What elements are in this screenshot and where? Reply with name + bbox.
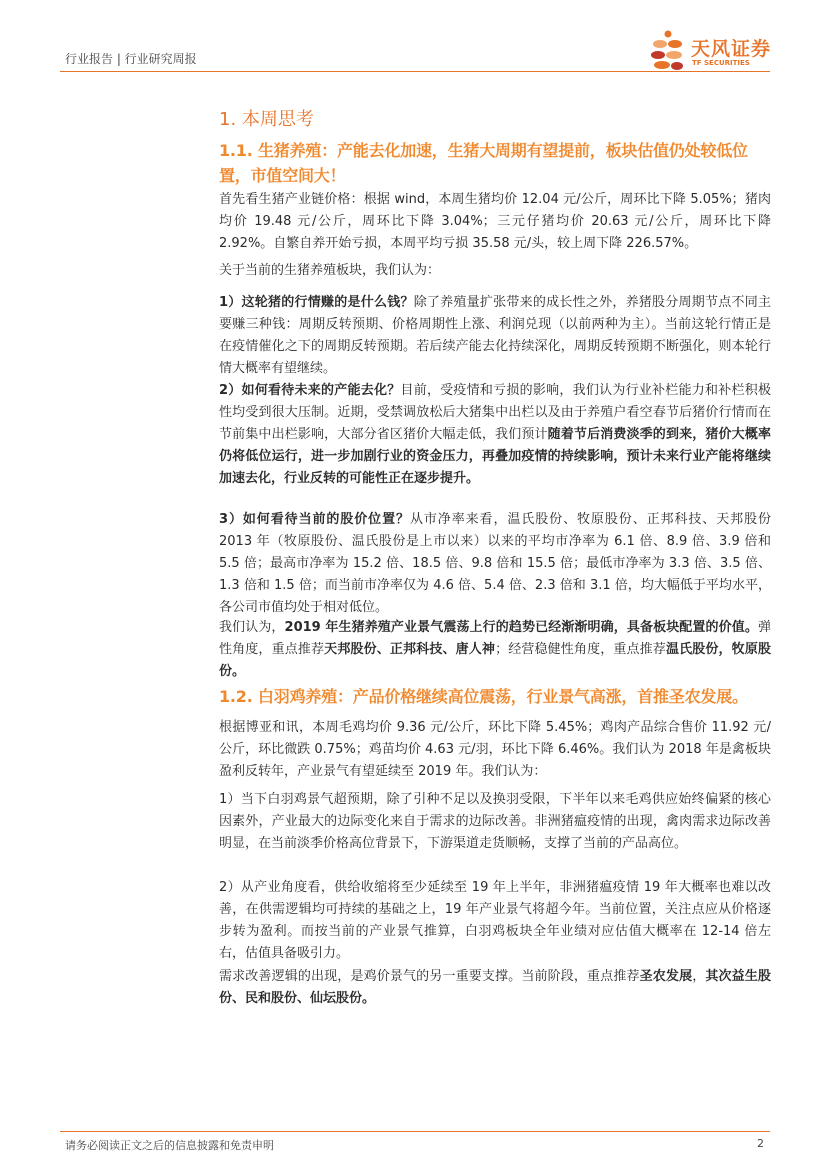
paragraph-q1 [219,292,771,380]
recommend-elastic: 天邦股份、正邦科技、唐人神 [324,642,496,657]
q2-body: 目前，受疫情和亏损的影响，我们认为行业补栏能力和补栏积极性均受到很大压制。近期，受禁调放松后大猪集中出栏以及由于养殖户看空春节后猪价行情而在节前集中出栏影响，大部分省区猪价大幅走低，我们预计 [219,383,771,442]
conclusion-bold: 2019 年生猪养殖产业景气震荡上行的趋势已经渐渐明确，具备板块配置的价值。 [284,620,758,635]
chicken-recommend-lead: 需求改善逻辑的出现，是鸡价景气的另一重要支撑。当前阶段，重点推荐 [219,969,640,984]
chicken-recommend-top: 圣农发展 [639,969,693,984]
subsection-title-hog: 1.1. 生猪养殖：产能去化加速，生猪大周期有望提前，板块估值仍处较低位置，市值空间大！ [219,141,748,185]
footer-divider [60,1131,770,1132]
paragraph-chicken-point1: 1）当下白羽鸡景气超预期，除了引种不足以及换羽受限，下半年以来毛鸡供应始终偏紧的核心因素外，产业最大的边际变化来自于需求的边际改善。非洲猪瘟疫情的出现，禽肉需求边际改善明显，在当前淡季价格高位背景下，下游渠道走货顺畅，支撑了当前的产品高位。 [219,792,771,851]
q3-body: 从市净率来看，温氏股份、牧原股份、正邦科技、天邦股份 2013 年（牧原股份、温氏股份是上市以来）以来的平均市净率为 6.1 倍、8.9 倍、3.9 倍和 5.5 倍；最高市净率为 15.2 倍、18.5 倍、9.8 倍和 15.5 倍；最低市净率为 3.3 倍、3.5 倍、1.3 倍和 1.5 倍；而当前市净率仅为 4.6 倍、5.4 倍、2.3 倍和 3.1 倍，均大幅低于平均水平，各公司市值均处于相对低位。 [219,512,771,615]
chicken-recommend-sep: ， [692,969,706,984]
chicken-recommend-others: 其次益生股份、民和股份、仙坛股份。 [219,969,771,1006]
paragraph-chicken-prices: 根据博亚和讯，本周毛鸡均价 9.36 元/公斤，环比下降 5.45%；鸡肉产品综合售价 11.92 元/公斤，环比微跌 0.75%；鸡苗均价 4.63 元/羽，环比下降 6.46%。我们认为 2018 年是禽板块盈利反转年，产业景气有望延续至 2019 年。我们认为： [219,720,771,779]
logo-text-cn: 天风证券 [691,38,772,60]
conclusion-mid2: ；经营稳健性角度，重点推荐 [495,642,666,657]
footer-disclaimer: 请务必阅读正文之后的信息披露和免责申明 [65,1139,274,1152]
company-logo [650,30,770,74]
q3-title: 3）如何看待当前的股价位置？ [219,512,410,527]
paragraph-q2 [219,380,771,490]
paragraph-q3 [219,509,771,619]
logo-text-en: TF SECURITIES [692,59,750,67]
paragraph-chicken-recommend [219,966,771,1010]
q1-title: 1）这轮猪的行情赚的是什么钱？ [219,295,414,310]
q2-bold: 随着节后消费淡季的到来，猪价大概率仍将低位运行，进一步加剧行业的资金压力，再叠加疫情的持续影响，预计未来行业产能将继续加速去化，行业反转的可能性正在逐步提升。 [219,427,771,486]
q1-body: 除了养殖量扩张带来的成长性之外，养猪股分周期节点不同主要赚三种钱：周期反转预期、价格周期性上涨、利润兑现（以前两种为主）。当前这轮行情正是在疫情催化之下的周期反转预期。若后续产能去化持续深化，周期反转预期不断强化，则本轮行情大概率有望继续。 [219,295,771,376]
recommend-stable: 温氏股份，牧原股份。 [219,642,771,679]
breadcrumb: 行业报告 | 行业研究周报 [65,52,197,66]
page-number: 2 [757,1137,764,1150]
conclusion-lead: 我们认为， [219,620,285,635]
paragraph-intro: 关于当前的生猪养殖板块，我们认为： [219,263,441,278]
paragraph-hog-prices: 首先看生猪产业链价格：根据 wind，本周生猪均价 12.04 元/公斤，周环比下降 5.05%；猪肉均价 19.48 元/公斤，周环比下降 3.04%；三元仔猪均价 20.63 元/公斤，周环比下降 2.92%。自繁自养开始亏损，本周平均亏损 35.58 元/头，较上周下降 226.57%。 [219,192,771,251]
section-title: 1. 本周思考 [219,109,314,130]
paragraph-conclusion [219,617,771,683]
header-divider [60,71,770,72]
conclusion-mid: 弹性角度，重点推荐 [219,620,771,657]
tf-logo-icon [650,30,686,74]
subsection-title-chicken: 1.2. 白羽鸡养殖：产品价格继续高位震荡，行业景气高涨，首推圣农发展。 [219,687,748,706]
paragraph-chicken-point2: 2）从产业角度看，供给收缩将至少延续至 19 年上半年，非洲猪瘟疫情 19 年大概率也难以改善，在供需逻辑均可持续的基础之上，19 年产业景气将超今年。当前位置，关注点应从价格逐步转为盈利。而按当前的产业景气推算，白羽鸡板块全年业绩对应估值大概率在 12-14 倍左右，估值具备吸引力。 [219,880,771,961]
q2-title: 2）如何看待未来的产能去化？ [219,383,401,398]
